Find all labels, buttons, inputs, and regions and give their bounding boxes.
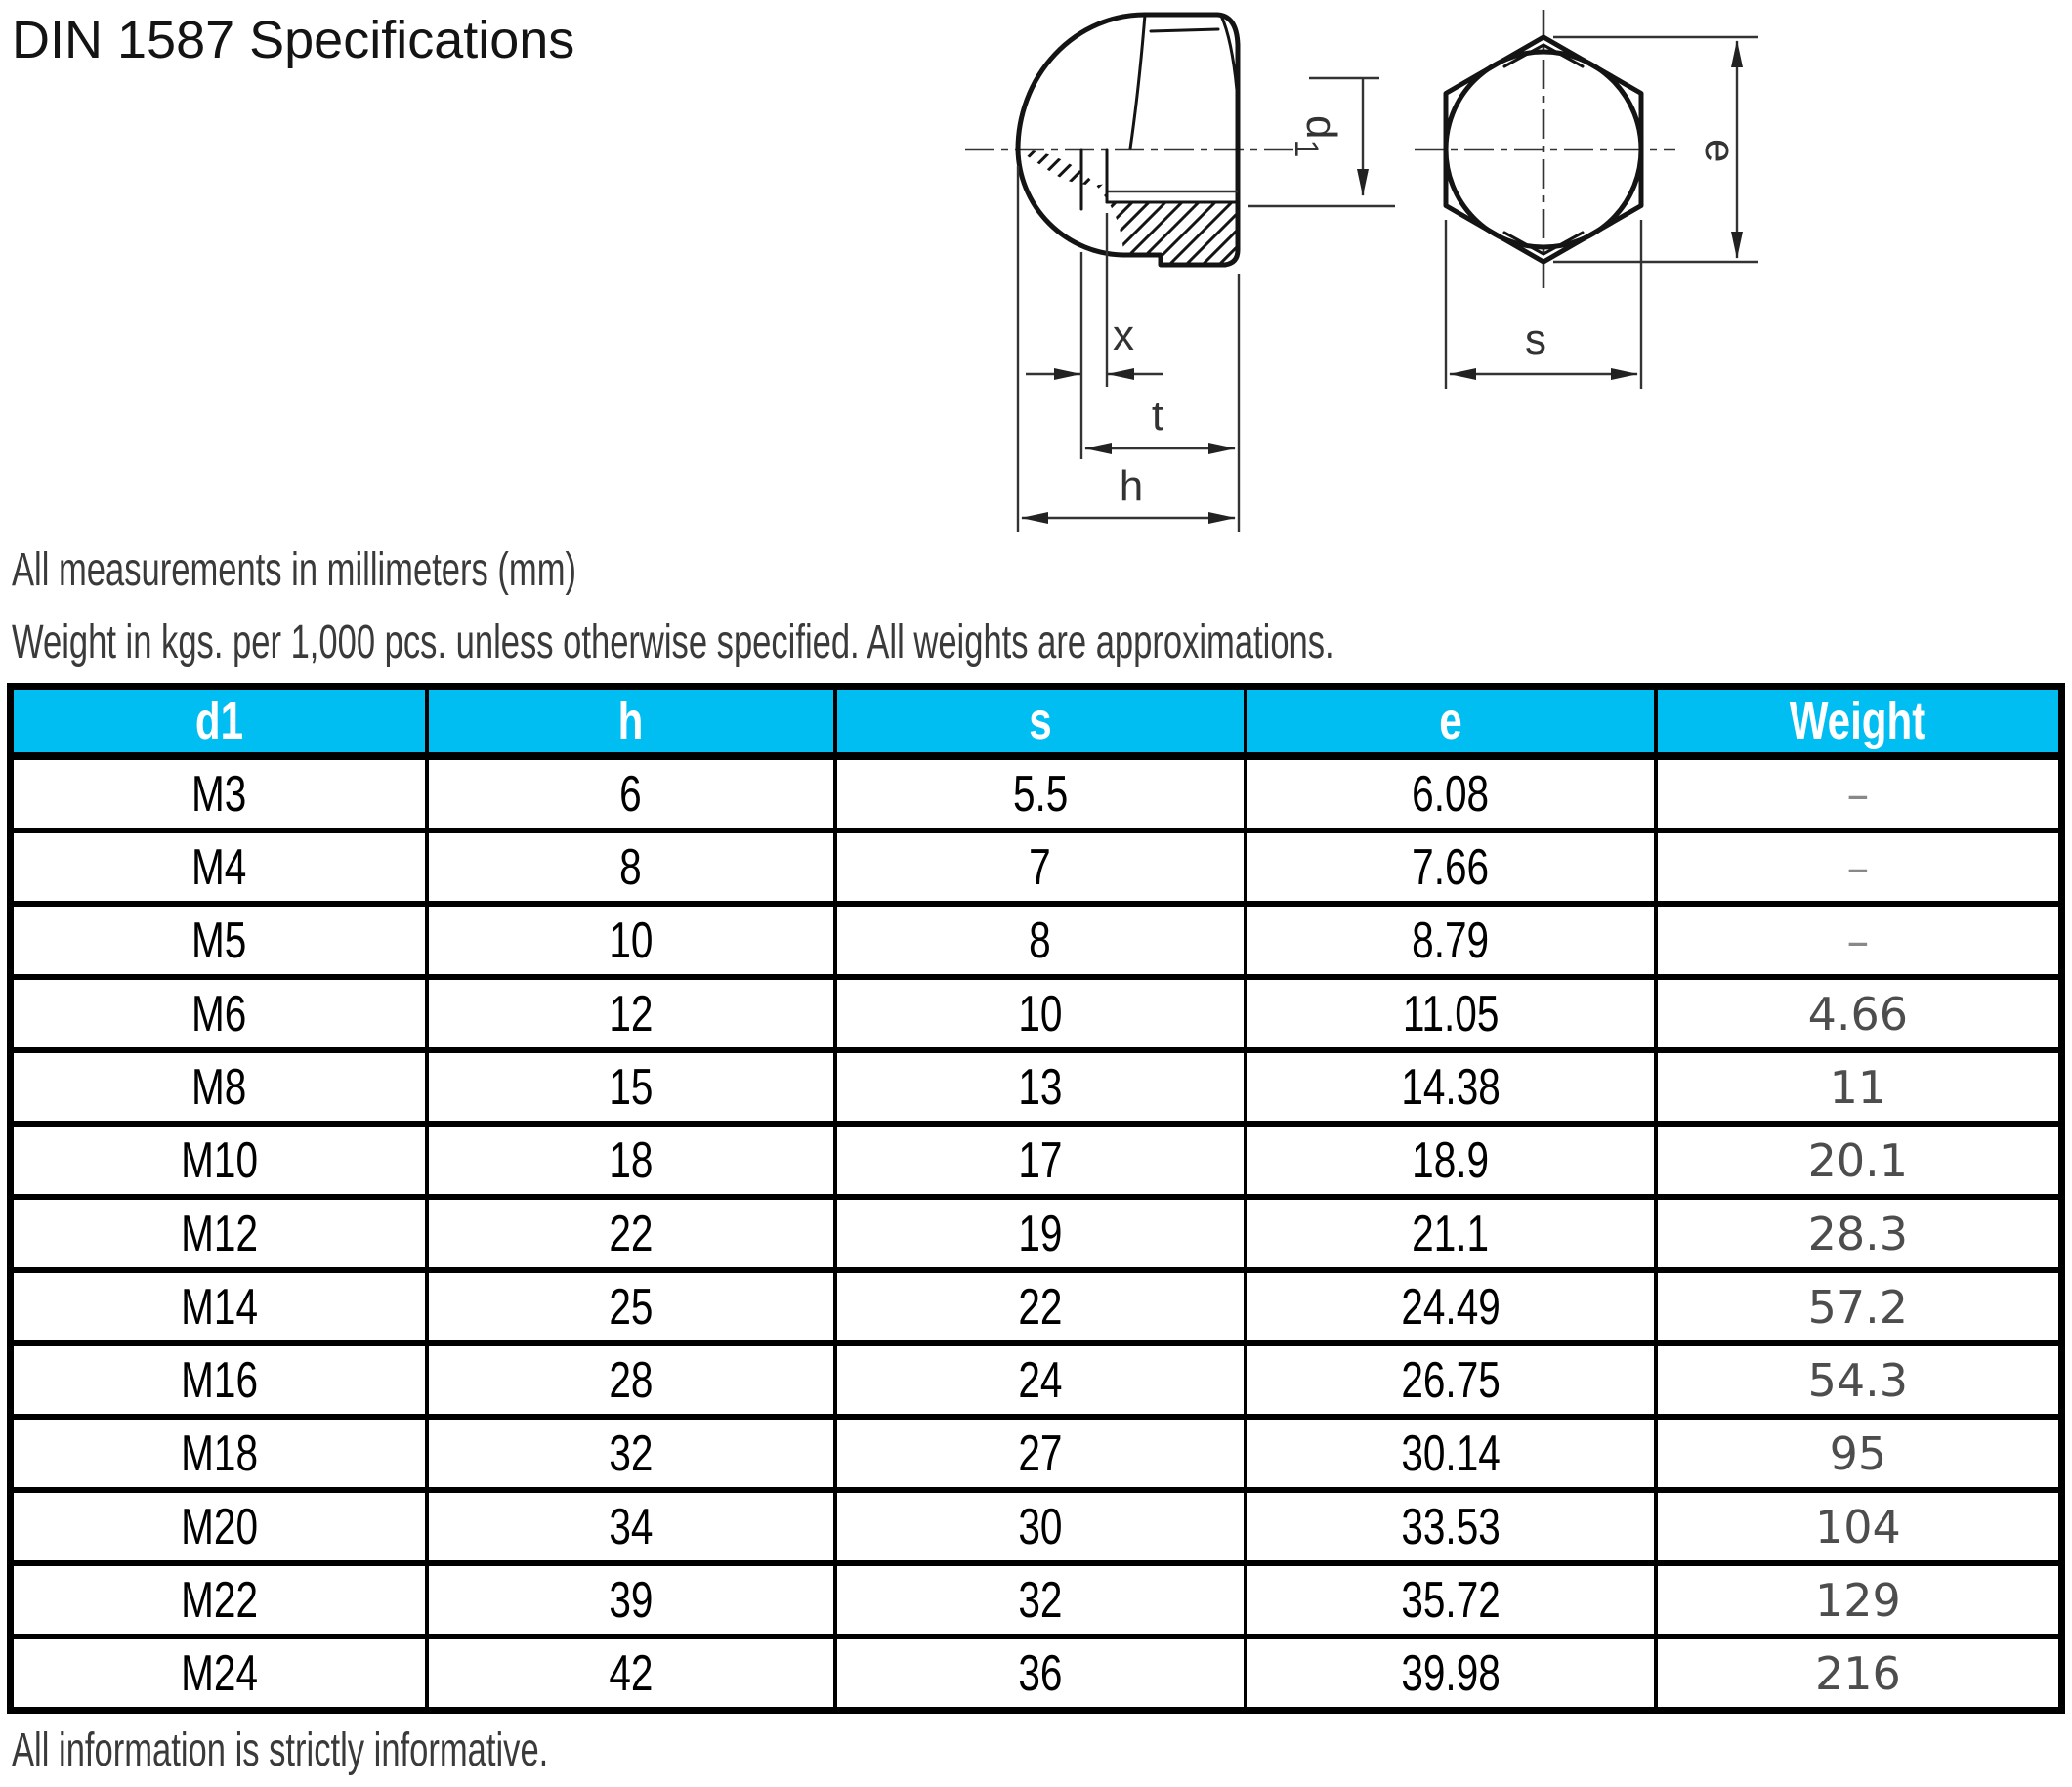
dim-label-e: e [1696, 139, 1744, 163]
cell-s-value: 27 [1018, 1425, 1063, 1482]
cell-weight: 28.3 [1656, 1197, 2062, 1270]
cell-e-value: 8.79 [1412, 912, 1490, 969]
cell-d1-value: M18 [180, 1425, 258, 1482]
cell-weight: – [1656, 830, 2062, 904]
cell-h-value: 12 [609, 985, 654, 1042]
cell-weight: 95 [1656, 1417, 2062, 1490]
cell-h-value: 28 [609, 1351, 654, 1409]
cell-weight: 4.66 [1656, 977, 2062, 1050]
page-title: DIN 1587 Specifications [12, 11, 575, 69]
cell-h [427, 1197, 835, 1270]
cell-e [1246, 1050, 1656, 1124]
cell-s-value: 19 [1018, 1205, 1063, 1262]
cell-e [1246, 1343, 1656, 1417]
cell-d1-value: M5 [191, 912, 247, 969]
cell-d1 [11, 1124, 427, 1197]
cell-h [427, 1637, 835, 1711]
cell-e [1246, 830, 1656, 904]
cell-s-value: 7 [1029, 838, 1051, 896]
cell-s [835, 1270, 1246, 1343]
table-row [11, 1637, 2062, 1711]
cell-h [427, 1417, 835, 1490]
cell-h-value: 10 [609, 912, 654, 969]
cell-h [427, 1563, 835, 1637]
cell-e-value: 18.9 [1412, 1131, 1490, 1189]
cell-e-value: 24.49 [1400, 1278, 1501, 1336]
cell-e-value: 39.98 [1400, 1644, 1501, 1702]
cell-d1-value: M12 [180, 1205, 258, 1262]
cell-d1-value: M6 [191, 985, 247, 1042]
cell-h [427, 830, 835, 904]
table-row [11, 904, 2062, 977]
cell-weight: – [1656, 904, 2062, 977]
note-weight: Weight in kgs. per 1,000 pcs. unless otherwise specified. All weights are approximations. [12, 617, 1334, 668]
cell-h-value: 8 [619, 838, 643, 896]
table-row [11, 1417, 2062, 1490]
cell-s [835, 977, 1246, 1050]
cell-s [835, 1343, 1246, 1417]
cell-weight: 11 [1656, 1050, 2062, 1124]
cell-d1-value: M14 [180, 1278, 258, 1336]
cell-h-value: 18 [609, 1131, 654, 1189]
cell-d1 [11, 977, 427, 1050]
cell-s-value: 22 [1018, 1278, 1063, 1336]
cell-s-value: 13 [1018, 1058, 1063, 1116]
cell-d1 [11, 1343, 427, 1417]
note-measurements: All measurements in millimeters (mm) [12, 544, 577, 596]
cell-e-value: 35.72 [1400, 1571, 1501, 1629]
table-row [11, 1124, 2062, 1197]
cell-e [1246, 1197, 1656, 1270]
table-row [11, 977, 2062, 1050]
side-view-drawing [965, 15, 1395, 532]
cell-s-value: 8 [1029, 912, 1051, 969]
cell-d1 [11, 1490, 427, 1563]
hex-view-drawing [1415, 10, 1758, 389]
cell-h-value: 22 [609, 1205, 654, 1262]
column-header-weight: Weight [1656, 687, 2062, 757]
cell-d1-value: M8 [191, 1058, 247, 1116]
column-header-h: h [427, 687, 835, 757]
table-row [11, 1563, 2062, 1637]
cell-h-value: 25 [609, 1278, 654, 1336]
cell-d1-value: M24 [180, 1644, 258, 1702]
cell-h-value: 39 [609, 1571, 654, 1629]
cell-s [835, 904, 1246, 977]
table-row [11, 830, 2062, 904]
cell-e-value: 7.66 [1412, 838, 1490, 896]
cell-s [835, 1563, 1246, 1637]
cell-e-value: 11.05 [1402, 985, 1499, 1042]
cell-weight: 216 [1656, 1637, 2062, 1711]
cell-h [427, 756, 835, 830]
cell-h-value: 6 [619, 765, 643, 823]
dim-label-h: h [1119, 462, 1144, 510]
cell-s [835, 1417, 1246, 1490]
hex-face-edge [1130, 15, 1145, 149]
cell-weight: 20.1 [1656, 1124, 2062, 1197]
cell-d1-value: M16 [180, 1351, 258, 1409]
cell-e [1246, 1417, 1656, 1490]
cell-d1 [11, 1563, 427, 1637]
cell-s-value: 30 [1018, 1498, 1063, 1555]
cell-h [427, 1050, 835, 1124]
cell-e-value: 14.38 [1400, 1058, 1501, 1116]
cell-d1-value: M4 [191, 838, 247, 896]
section-hatching [1018, 149, 1238, 265]
cell-s [835, 1637, 1246, 1711]
cell-e [1246, 977, 1656, 1050]
table-row [11, 1490, 2062, 1563]
top-chamfer-line [1151, 29, 1218, 31]
cell-e-value: 33.53 [1400, 1498, 1501, 1555]
cell-weight: – [1656, 756, 2062, 830]
cell-h [427, 1270, 835, 1343]
column-header-s: s [835, 687, 1246, 757]
table-row [11, 1270, 2062, 1343]
cell-e [1246, 1270, 1656, 1343]
cell-s [835, 1124, 1246, 1197]
cell-s-value: 17 [1018, 1131, 1063, 1189]
footer-note: All information is strictly informative. [12, 1724, 549, 1776]
dim-label-t: t [1151, 392, 1164, 440]
cell-e-value: 21.1 [1412, 1205, 1490, 1262]
cell-e [1246, 1490, 1656, 1563]
cell-h [427, 1343, 835, 1417]
dim-label-x: x [1113, 312, 1134, 360]
cell-e [1246, 1563, 1656, 1637]
cell-d1 [11, 1270, 427, 1343]
cell-e [1246, 756, 1656, 830]
cell-weight: 54.3 [1656, 1343, 2062, 1417]
cell-d1 [11, 1417, 427, 1490]
cell-s-value: 5.5 [1012, 765, 1068, 823]
cell-h-value: 42 [609, 1644, 654, 1702]
cell-s [835, 756, 1246, 830]
cell-weight: 57.2 [1656, 1270, 2062, 1343]
spec-table-body [11, 756, 2062, 1711]
cell-s [835, 1050, 1246, 1124]
dim-label-d1: $d_1$ [1288, 115, 1345, 158]
cell-d1 [11, 904, 427, 977]
table-row [11, 1050, 2062, 1124]
cell-d1-value: M3 [191, 765, 247, 823]
dim-label-s: s [1525, 316, 1546, 363]
cell-d1 [11, 1197, 427, 1270]
cell-s-value: 32 [1018, 1571, 1063, 1629]
technical-drawing [909, 0, 1895, 567]
table-header-row [11, 687, 2062, 757]
cell-d1 [11, 1050, 427, 1124]
cell-e [1246, 1124, 1656, 1197]
cell-h [427, 977, 835, 1050]
column-header-e: e [1246, 687, 1656, 757]
table-row [11, 1343, 2062, 1417]
cell-h [427, 904, 835, 977]
spec-table [7, 683, 2065, 1714]
cell-s [835, 830, 1246, 904]
cell-d1 [11, 1637, 427, 1711]
cell-h [427, 1124, 835, 1197]
cell-s [835, 1490, 1246, 1563]
cell-e-value: 6.08 [1412, 765, 1490, 823]
cell-e-value: 26.75 [1400, 1351, 1501, 1409]
cell-h-value: 15 [609, 1058, 654, 1116]
cell-s-value: 24 [1018, 1351, 1063, 1409]
cell-d1-value: M20 [180, 1498, 258, 1555]
cell-d1-value: M22 [180, 1571, 258, 1629]
cell-e [1246, 904, 1656, 977]
cell-d1 [11, 830, 427, 904]
cell-weight: 129 [1656, 1563, 2062, 1637]
cell-s-value: 36 [1018, 1644, 1063, 1702]
cell-d1 [11, 756, 427, 830]
cell-weight: 104 [1656, 1490, 2062, 1563]
table-row [11, 1197, 2062, 1270]
cell-e [1246, 1637, 1656, 1711]
cell-h [427, 1490, 835, 1563]
column-header-d1: d1 [11, 687, 427, 757]
table-row [11, 756, 2062, 830]
cell-s [835, 1197, 1246, 1270]
cell-e-value: 30.14 [1400, 1425, 1501, 1482]
cell-h-value: 32 [609, 1425, 654, 1482]
cell-h-value: 34 [609, 1498, 654, 1555]
cell-d1-value: M10 [180, 1131, 258, 1189]
cell-s-value: 10 [1018, 985, 1063, 1042]
